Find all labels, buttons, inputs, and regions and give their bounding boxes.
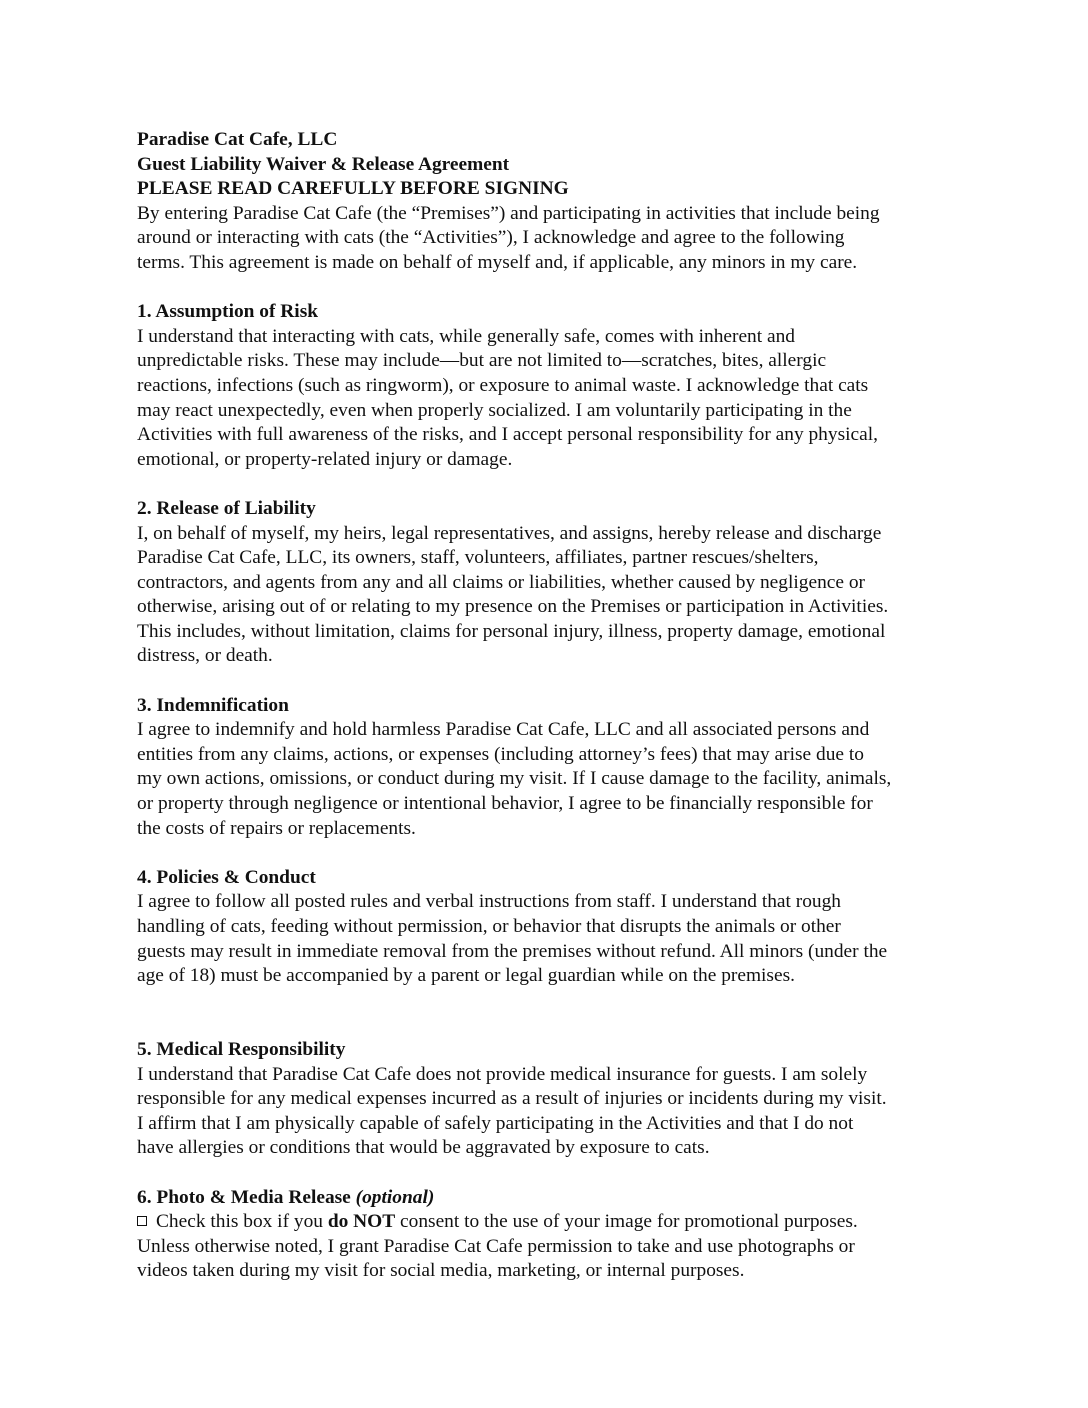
body-line: Paradise Cat Cafe, LLC, its owners, staff, volunteers, affiliates, partner rescues/shelters, xyxy=(137,547,819,569)
body-line: I affirm that I am physically capable of safely participating in the Activities and that I do not xyxy=(137,1112,854,1134)
document-title: Guest Liability Waiver & Release Agreement xyxy=(137,153,510,175)
section-policies-conduct xyxy=(137,866,957,989)
photo-release-title: 6. Photo & Media Release xyxy=(137,1186,351,1208)
body-line: or property through negligence or intentional behavior, I agree to be financially responsible for xyxy=(137,793,873,815)
body-line: videos taken during my visit for social media, marketing, or internal purposes. xyxy=(137,1260,745,1282)
company-name: Paradise Cat Cafe, LLC xyxy=(137,129,338,150)
body-line: age of 18) must be accompanied by a parent or legal guardian while on the premises. xyxy=(137,965,795,987)
body-line: have allergies or conditions that would be aggravated by exposure to cats. xyxy=(137,1137,710,1159)
body-line: I understand that interacting with cats, while generally safe, comes with inherent and xyxy=(137,325,795,347)
section-body xyxy=(137,1210,957,1284)
section-title: 4. Policies & Conduct xyxy=(137,866,316,888)
body-line: handling of cats, feeding without permission, or behavior that disrupts the animals or other xyxy=(137,916,841,937)
body-line: responsible for any medical expenses incurred as a result of injuries or incidents during my visit. xyxy=(137,1088,887,1110)
section-title: 1. Assumption of Risk xyxy=(137,301,319,323)
body-line: This includes, without limitation, claims for personal injury, illness, property damage, emotional xyxy=(137,620,886,642)
section-title: 5. Medical Responsibility xyxy=(137,1038,346,1060)
section-assumption-of-risk xyxy=(137,300,957,472)
body-line: the costs of repairs or replacements. xyxy=(137,817,416,839)
body-line: may react unexpectedly, even when properly socialized. I am voluntarily participating in the xyxy=(137,399,852,421)
checkbox-label-emphasis: do NOT xyxy=(327,1211,396,1233)
body-line: reactions, infections (such as ringworm), or exposure to animal waste. I acknowledge that cats xyxy=(137,374,869,396)
checkbox-label-end: consent to the use of your image for promotional purposes. xyxy=(395,1211,858,1233)
body-line: Unless otherwise noted, I grant Paradise Cat Cafe permission to take and use photographs or xyxy=(137,1235,855,1257)
body-line: otherwise, arising out of or relating to my presence on the Premises or participation in Activities. xyxy=(137,596,889,618)
section-body xyxy=(137,325,957,473)
signing-notice: PLEASE READ CAREFULLY BEFORE SIGNING xyxy=(137,178,569,200)
body-line: entities from any claims, actions, or expenses (including attorney’s fees) that may arise due to xyxy=(137,743,864,765)
body-line: Activities with full awareness of the risks, and I accept personal responsibility for any physical, xyxy=(137,424,878,446)
section-title xyxy=(137,1186,957,1211)
body-line: emotional, or property-related injury or damage. xyxy=(137,448,513,470)
waiver-document xyxy=(137,128,957,1284)
body-line: my own actions, omissions, or conduct during my visit. If I cause damage to the facility, animals, xyxy=(137,768,892,790)
body-line: I agree to follow all posted rules and verbal instructions from staff. I understand that rough xyxy=(137,891,841,913)
intro-line: terms. This agreement is made on behalf of myself and, if applicable, any minors in my care. xyxy=(137,251,858,273)
section-title: 3. Indemnification xyxy=(137,694,289,716)
intro-line: around or interacting with cats (the “Activities”), I acknowledge and agree to the following xyxy=(137,227,845,249)
section-indemnification xyxy=(137,694,957,842)
body-line: guests may result in immediate removal from the premises without refund. All minors (under the xyxy=(137,940,888,962)
body-line: I, on behalf of myself, my heirs, legal representatives, and assigns, hereby release and discharge xyxy=(137,522,882,544)
section-body xyxy=(137,522,957,670)
body-line: I understand that Paradise Cat Cafe does not provide medical insurance for guests. I am solely xyxy=(137,1063,868,1085)
section-body xyxy=(137,718,957,841)
opt-out-checkbox[interactable] xyxy=(137,1216,147,1226)
section-release-of-liability xyxy=(137,497,957,669)
body-line: unpredictable risks. These may include—but are not limited to—scratches, bites, allergic xyxy=(137,350,827,372)
section-title: 2. Release of Liability xyxy=(137,497,316,519)
optional-note: (optional) xyxy=(355,1186,435,1208)
body-line: contractors, and agents from any and all claims or liabilities, whether caused by negligence or xyxy=(137,571,865,593)
intro-line: By entering Paradise Cat Cafe (the “Premises”) and participating in activities that include being xyxy=(137,202,880,224)
checkbox-label-start: Check this box if you xyxy=(156,1211,328,1233)
section-body xyxy=(137,890,957,988)
body-line: distress, or death. xyxy=(137,645,273,667)
section-photo-media-release xyxy=(137,1186,957,1284)
opt-out-line xyxy=(137,1210,957,1235)
intro-paragraph xyxy=(137,202,957,276)
section-medical-responsibility xyxy=(137,1038,957,1161)
body-line: I agree to indemnify and hold harmless Paradise Cat Cafe, LLC and all associated persons and xyxy=(137,719,870,741)
section-body xyxy=(137,1063,957,1161)
